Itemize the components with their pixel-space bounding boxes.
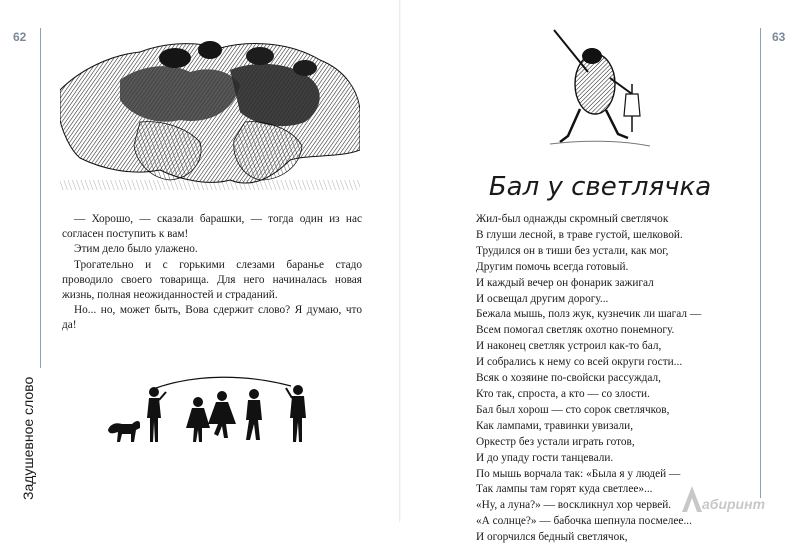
paragraph: Но... но, может быть, Вова сдержит слово? Я думаю, что да! xyxy=(62,304,362,332)
poem-line: Трудился он в тиши без устали, как мог, xyxy=(476,244,669,257)
poem-line: «А солнце?» — бабочка шепнула посмелее... xyxy=(476,515,692,528)
poem-line: И до упаду гости танцевали. xyxy=(476,451,614,464)
poem-line: И освещал другим дорогу... xyxy=(476,292,609,305)
poem-line: Бал был хорош — сто сорок светлячков, xyxy=(476,403,670,416)
poem-line: Оркестр без устали играть готов, xyxy=(476,435,635,448)
poem-line: Кто так, спроста, а кто — со злости. xyxy=(476,387,650,400)
watermark-text: абиринт xyxy=(702,496,766,512)
right-margin-rule xyxy=(760,28,761,498)
book-gutter xyxy=(399,0,401,522)
poem-line: В глуши лесной, в траве густой, шелковой. xyxy=(476,228,683,241)
paragraph: Этим дело было улажено. xyxy=(74,243,198,256)
poem-line: И огорчился бедный светлячок, xyxy=(476,531,628,544)
beetle-with-lantern-illustration xyxy=(540,24,660,164)
poem-line: Всем помогал светляк охотно понемногу. xyxy=(476,324,675,337)
page-number-right: 63 xyxy=(772,30,786,44)
poem-line: Так лампы там горят куда светлее»... xyxy=(476,483,653,496)
poem-line: И наконец светляк устроил как-то бал, xyxy=(476,340,662,353)
labirint-logo-icon xyxy=(680,484,704,514)
poem-line: Как лампами, травинки увизали, xyxy=(476,419,634,432)
children-silhouette-illustration xyxy=(106,372,316,446)
chapter-title: Бал у светлячка xyxy=(488,172,712,202)
sheep-flock-illustration xyxy=(60,30,360,190)
poem-line: И каждый вечер он фонарик зажигал xyxy=(476,276,654,289)
poem-line: Всяк о хозяине по-свойски рассуждал, xyxy=(476,372,661,385)
paragraph: Трогательно и с горькими слезами баранье стадо проводило своего товарища. Для него начиналась новая жизнь, полная неожиданностей и страданий. xyxy=(62,258,362,302)
left-page-text xyxy=(62,212,362,334)
left-margin-rule xyxy=(40,28,41,368)
running-title: Задушевное слово xyxy=(20,376,36,500)
poem-line: «Ну, а луна?» — воскликнул хор червей. xyxy=(476,499,672,512)
labirint-watermark xyxy=(680,478,790,518)
poem-line: И собрались к нему со всей округи гости... xyxy=(476,356,683,369)
poem-line: Бежала мышь, полз жук, кузнечик ли шагал — xyxy=(476,308,702,321)
poem-line: По мышь ворчала так: «Была я у людей — xyxy=(476,467,681,480)
page-number-left: 62 xyxy=(13,30,27,44)
paragraph: — Хорошо, — сказали барашки, — тогда один из нас согласен поступить к вам! xyxy=(62,213,362,241)
poem-line: Другим помочь всегда готовый. xyxy=(476,260,629,273)
poem-line: Жил-был однажды скромный светлячок xyxy=(476,213,669,225)
